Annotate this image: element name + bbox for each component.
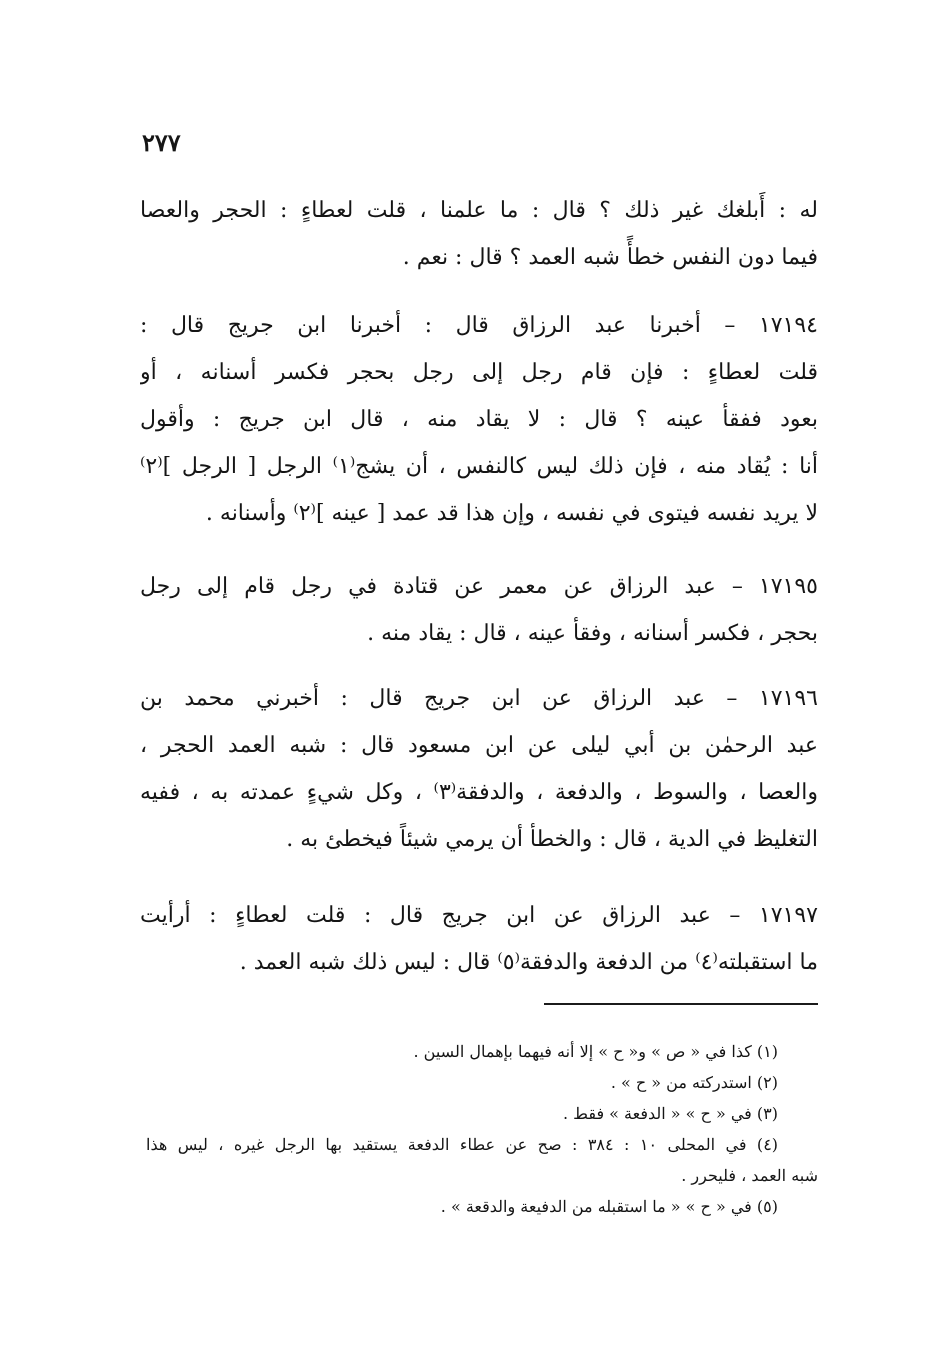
footnote-5: (٥) في « ح » « ما استقبله من الدفيعة والدقعة » . xyxy=(440,1197,778,1216)
page-number: ٢٧٧ xyxy=(142,128,181,157)
text-line: بحجر ، فكسر أسنانه ، وفقأ عينه ، قال : يقاد منه . xyxy=(367,621,818,646)
text-line: أنا : يُقاد منه ، فإن ذلك ليس كالنفس ، أن يشج⁽١⁾ الرجل [ الرجل ]⁽٢⁾ xyxy=(140,454,818,479)
text-line: بعود ففقأ عينه ؟ قال : لا يقاد منه ، قال ابن جريج : وأقول xyxy=(140,407,818,432)
paragraph-17194 xyxy=(140,302,818,537)
footnote-1: (١) كذا في « ص » و« ح » إلا أنه فيهما بإهمال السين . xyxy=(413,1042,778,1061)
text-line: فيما دون النفس خطأً شبه العمد ؟ قال : نعم . xyxy=(402,245,818,270)
text-line: والعصا ، والسوط ، والدفعة ، والدفقة⁽٣⁾ ، وكل شيءٍ عمدته به ، ففيه xyxy=(140,780,818,805)
paragraph-17197 xyxy=(140,892,818,986)
text-line: ١٧١٩٥ – عبد الرزاق عن معمر عن قتادة في رجل قام إلى رجل xyxy=(140,574,818,599)
paragraph-17195 xyxy=(140,563,818,657)
text-line: ١٧١٩٤ – أخبرنا عبد الرزاق قال : أخبرنا ابن جريج قال : xyxy=(140,313,818,338)
text-line: لا يريد نفسه فيتوى في نفسه ، وإن هذا قد عمد [ عينه ]⁽٢⁾ وأسنانه . xyxy=(205,501,818,526)
text-line: قلت لعطاءٍ : فإن قام رجل إلى رجل بحجر فكسر أسنانه ، أو xyxy=(140,360,818,385)
footnote-2: (٢) استدركته من « ح » . xyxy=(610,1073,778,1092)
text-line: ١٧١٩٧ – عبد الرزاق عن ابن جريج قال : قلت لعطاءٍ : أرأيت xyxy=(140,903,818,928)
paragraph-17196 xyxy=(140,675,818,863)
text-line: له : أَبلغك غير ذلك ؟ قال : ما علمنا ، قلت لعطاءٍ : الحجر والعصا xyxy=(140,198,818,223)
footnote-4: (٤) في المحلى ١٠ : ٣٨٤ : صح عن عطاء الدفعة يستقيد بها الرجل غيره ، ليس هذا xyxy=(146,1135,779,1154)
text-line: ١٧١٩٦ – عبد الرزاق عن ابن جريج قال : أخبرني محمد بن xyxy=(140,686,818,711)
footnotes xyxy=(146,1036,818,1222)
paragraph-continuation xyxy=(140,187,818,281)
footnote-divider xyxy=(544,1003,818,1005)
text-line: ما استقبلته⁽٤⁾ من الدفعة والدفقة⁽٥⁾ قال : ليس ذلك شبه العمد . xyxy=(239,950,818,975)
text-line: عبد الرحمٰن بن أبي ليلى عن ابن مسعود قال : شبه العمد الحجر ، xyxy=(140,733,818,758)
footnote-3: (٣) في « ح » « الدفعة » فقط . xyxy=(562,1104,778,1123)
footnote-4-continuation: شبه العمد ، فليحرر . xyxy=(681,1166,818,1185)
text-line: التغليظ في الدية ، قال : والخطأ أن يرمي شيئاً فيخطئ به . xyxy=(286,827,818,852)
